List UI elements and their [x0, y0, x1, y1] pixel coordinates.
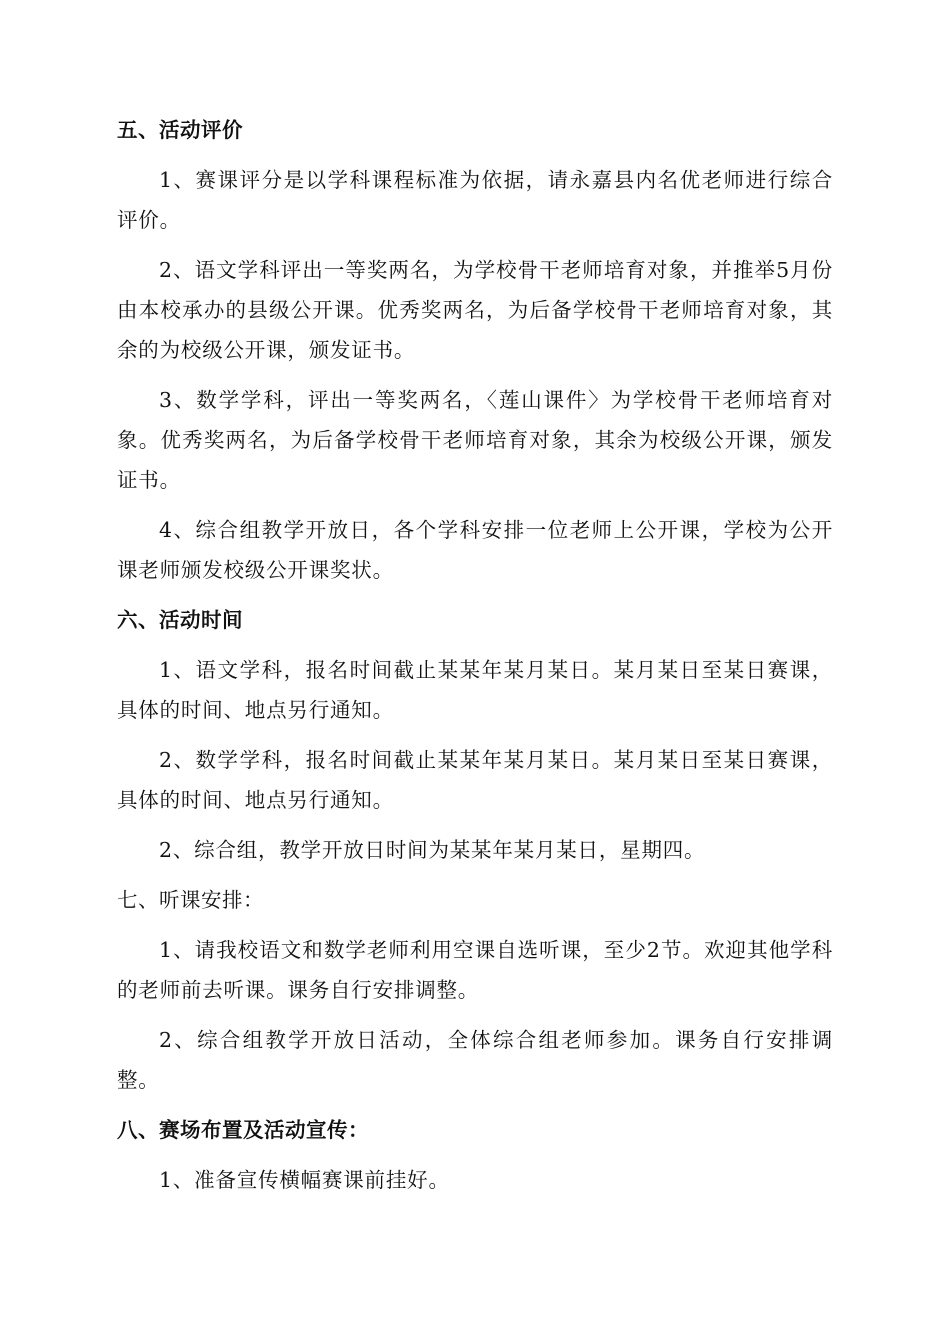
section-heading-time: 六、活动时间: [117, 608, 243, 632]
document-body: [117, 110, 833, 1210]
paragraph: 1、赛课评分是以学科课程标准为依据，请永嘉县内名优老师进行综合评价。: [117, 168, 833, 232]
section-heading-evaluation: 五、活动评价: [117, 118, 243, 142]
paragraph: 1、语文学科，报名时间截止某某年某月某日。某月某日至某日赛课，具体的时间、地点另行通知。: [117, 658, 833, 722]
paragraph: 3、数学学科，评出一等奖两名，〈莲山课件〉为学校骨干老师培育对象。优秀奖两名，为后备学校骨干老师培育对象，其余为校级公开课，颁发证书。: [117, 388, 833, 492]
paragraph: 2、综合组，教学开放日时间为某某年某月某日，星期四。: [159, 838, 706, 862]
paragraph: 2、综合组教学开放日活动，全体综合组老师参加。课务自行安排调整。: [117, 1028, 833, 1092]
section-heading-lecture-arrangement: 七、听课安排：: [117, 888, 264, 912]
paragraph: 1、准备宣传横幅赛课前挂好。: [159, 1168, 450, 1192]
paragraph: 1、请我校语文和数学老师利用空课自选听课，至少2节。欢迎其他学科的老师前去听课。课务自行安排调整。: [117, 938, 833, 1002]
paragraph: 4、综合组教学开放日，各个学科安排一位老师上公开课，学校为公开课老师颁发校级公开课奖状。: [117, 518, 833, 582]
paragraph: 2、语文学科评出一等奖两名，为学校骨干老师培育对象，并推举5月份由本校承办的县级公开课。优秀奖两名，为后备学校骨干老师培育对象，其余的为校级公开课，颁发证书。: [117, 258, 833, 362]
section-heading-venue-publicity: 八、赛场布置及活动宣传：: [117, 1118, 369, 1142]
paragraph: 2、数学学科，报名时间截止某某年某月某日。某月某日至某日赛课，具体的时间、地点另行通知。: [117, 748, 833, 812]
